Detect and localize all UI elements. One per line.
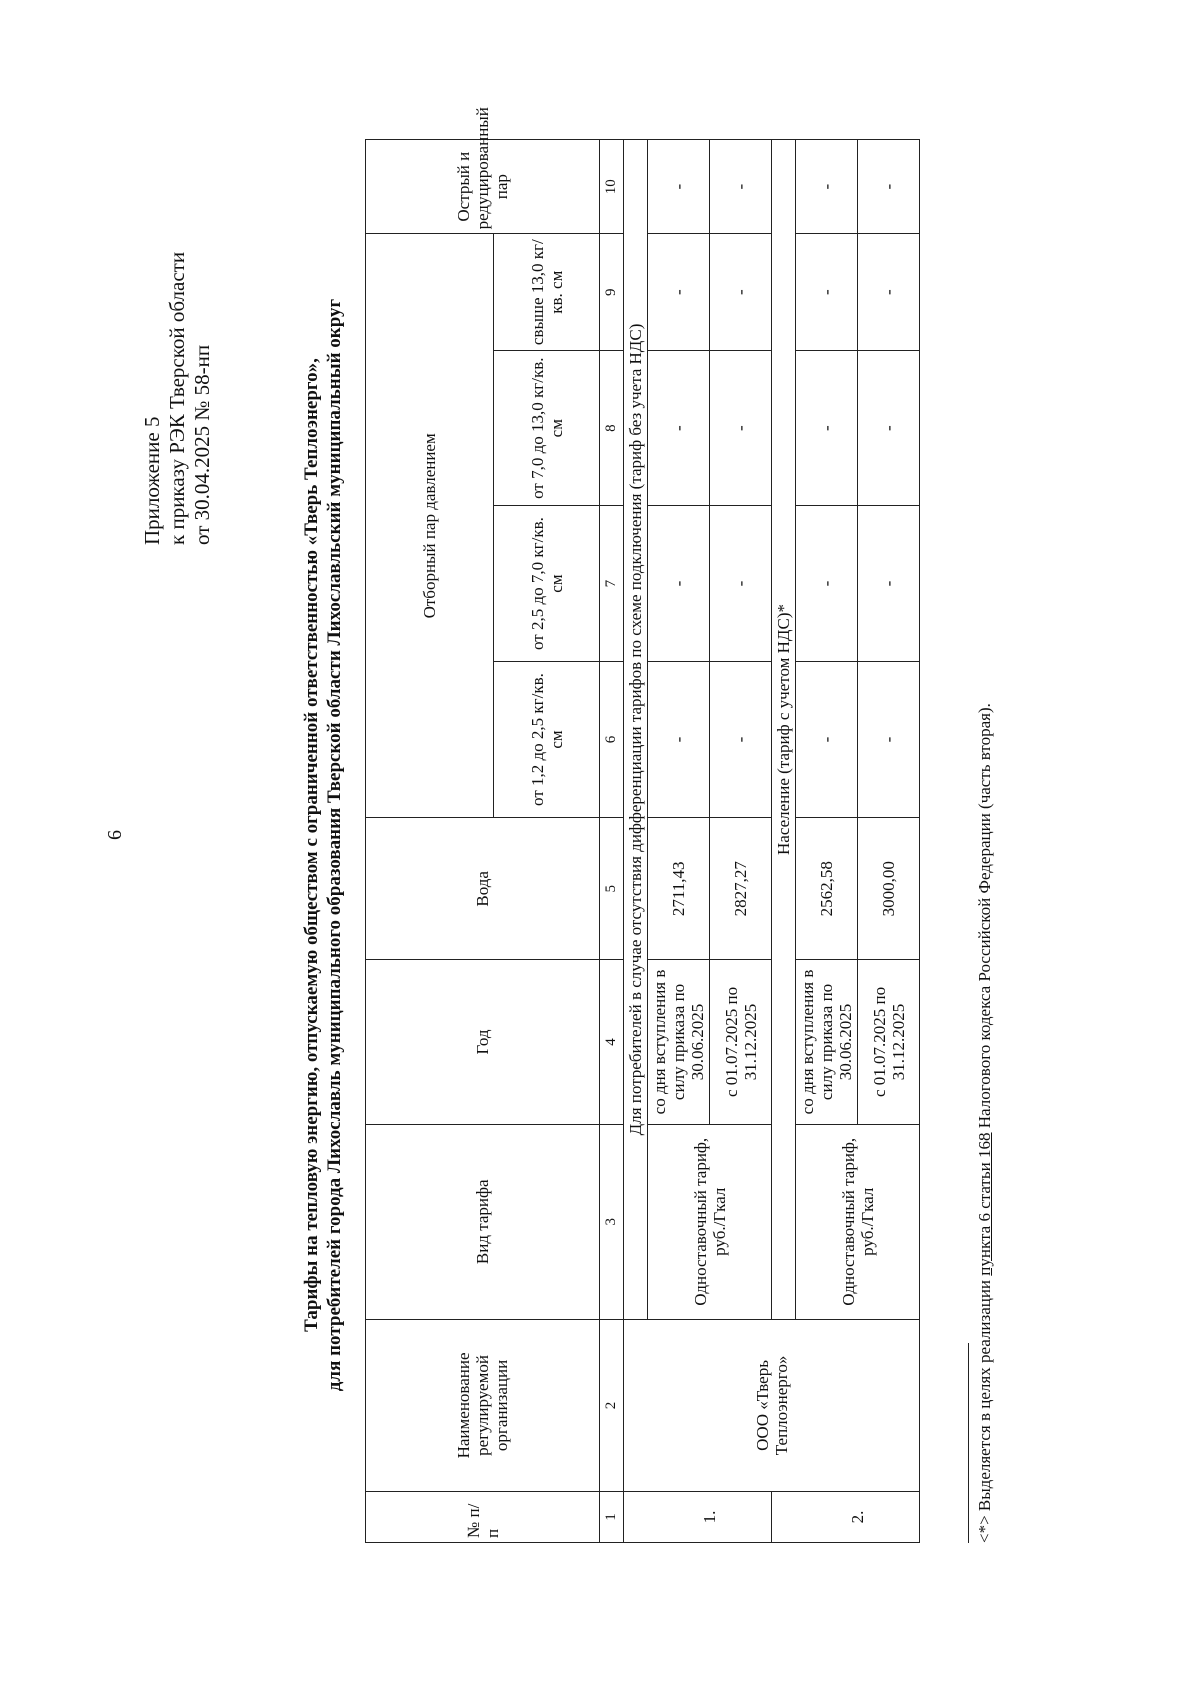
footnote [968,243,995,1543]
tariff-table [365,107,920,1543]
column-number-row [600,140,624,1543]
steam-2-value: - [710,506,772,661]
column-number: 3 [600,1124,624,1319]
year-period: со дня вступления в силу приказа по 30.06.2025 [796,960,858,1124]
sharp-steam-value: - [796,140,858,234]
steam-1-value: - [710,661,772,818]
title-line-2: для потребителей города Лихославль муниципального образования Тверской области Лихославльский муниципальный округ [324,298,345,1392]
section-label-2: Население (тариф с учетом НДС)* [772,140,796,1320]
tariff-type: Одноставочный тариф, руб./Гкал [648,1124,772,1319]
column-number: 2 [600,1319,624,1491]
footnote-link[interactable]: пункта 6 статьи 168 [975,1132,994,1276]
header-tariff-type: Вид тарифа [366,1124,600,1319]
steam-2-value: - [796,506,858,661]
header-water: Вода [366,818,600,960]
sharp-steam-value: - [648,140,710,234]
footnote-prefix: <*> Выделяется в целях реализации [975,1275,994,1543]
year-period: с 01.07.2025 по 31.12.2025 [710,960,772,1124]
steam-3-value: - [648,350,710,505]
year-period: со дня вступления в силу приказа по 30.06.2025 [648,960,710,1124]
header-steam-3: от 7,0 до 13,0 кг/кв. см [494,350,600,505]
document-title [300,195,346,1495]
steam-2-value: - [858,506,920,661]
appendix-line-1: Приложение 5 [140,416,164,545]
water-value: 2562,58 [796,818,858,960]
title-line-1: Тарифы на тепловую энергию, отпускаемую обществом с ограниченной ответственностью «Тверь Теплоэнерго», [301,358,322,1332]
steam-4-value: - [796,234,858,351]
sharp-steam-value: - [710,140,772,234]
header-sharp-steam: Острый и редуцированный пар [366,140,600,234]
steam-4-value: - [710,234,772,351]
page-number: 6 [104,830,126,840]
header-no: № п/ п [366,1491,600,1542]
column-number: 8 [600,350,624,505]
steam-2-value: - [648,506,710,661]
header-steam-4: свыше 13,0 кг/кв. см [494,234,600,351]
column-number: 5 [600,818,624,960]
column-number: 6 [600,661,624,818]
steam-3-value: - [796,350,858,505]
column-number: 9 [600,234,624,351]
appendix-line-2: к приказу РЭК Тверской области [165,251,189,545]
table-header-row [366,140,494,1543]
organization-name: ООО «Тверь Теплоэнерго» [624,1319,920,1491]
sharp-steam-value: - [858,140,920,234]
section-label-1: Для потребителей в случае отсутствия дифференциации тарифов по схеме подключения (тариф без учета НДС) [624,140,648,1320]
steam-3-value: - [858,350,920,505]
section-row [624,140,648,1543]
header-steam-2: от 2,5 до 7,0 кг/кв. см [494,506,600,661]
footnote-rule [968,1343,969,1543]
water-value: 2711,43 [648,818,710,960]
column-number: 10 [600,140,624,234]
tariff-type: Одноставочный тариф, руб./Гкал [796,1124,920,1319]
column-number: 1 [600,1491,624,1542]
steam-1-value: - [858,661,920,818]
column-number: 7 [600,506,624,661]
appendix-reference [140,252,215,545]
column-number: 4 [600,960,624,1124]
year-period: с 01.07.2025 по 31.12.2025 [858,960,920,1124]
header-steam-group: Отборный пар давлением [366,234,494,818]
row-number: 2. [796,1491,920,1542]
header-organization: Наименование регулируемой организации [366,1319,600,1491]
steam-4-value: - [648,234,710,351]
steam-1-value: - [648,661,710,818]
row-number: 1. [648,1491,772,1542]
steam-1-value: - [796,661,858,818]
water-value: 3000,00 [858,818,920,960]
header-year: Год [366,960,600,1124]
water-value: 2827,27 [710,818,772,960]
header-steam-1: от 1,2 до 2,5 кг/кв. см [494,661,600,818]
steam-3-value: - [710,350,772,505]
steam-4-value: - [858,234,920,351]
appendix-line-3: от 30.04.2025 № 58-нп [190,344,214,545]
footnote-suffix: Налогового кодекса Российской Федерации (часть вторая). [975,703,994,1133]
